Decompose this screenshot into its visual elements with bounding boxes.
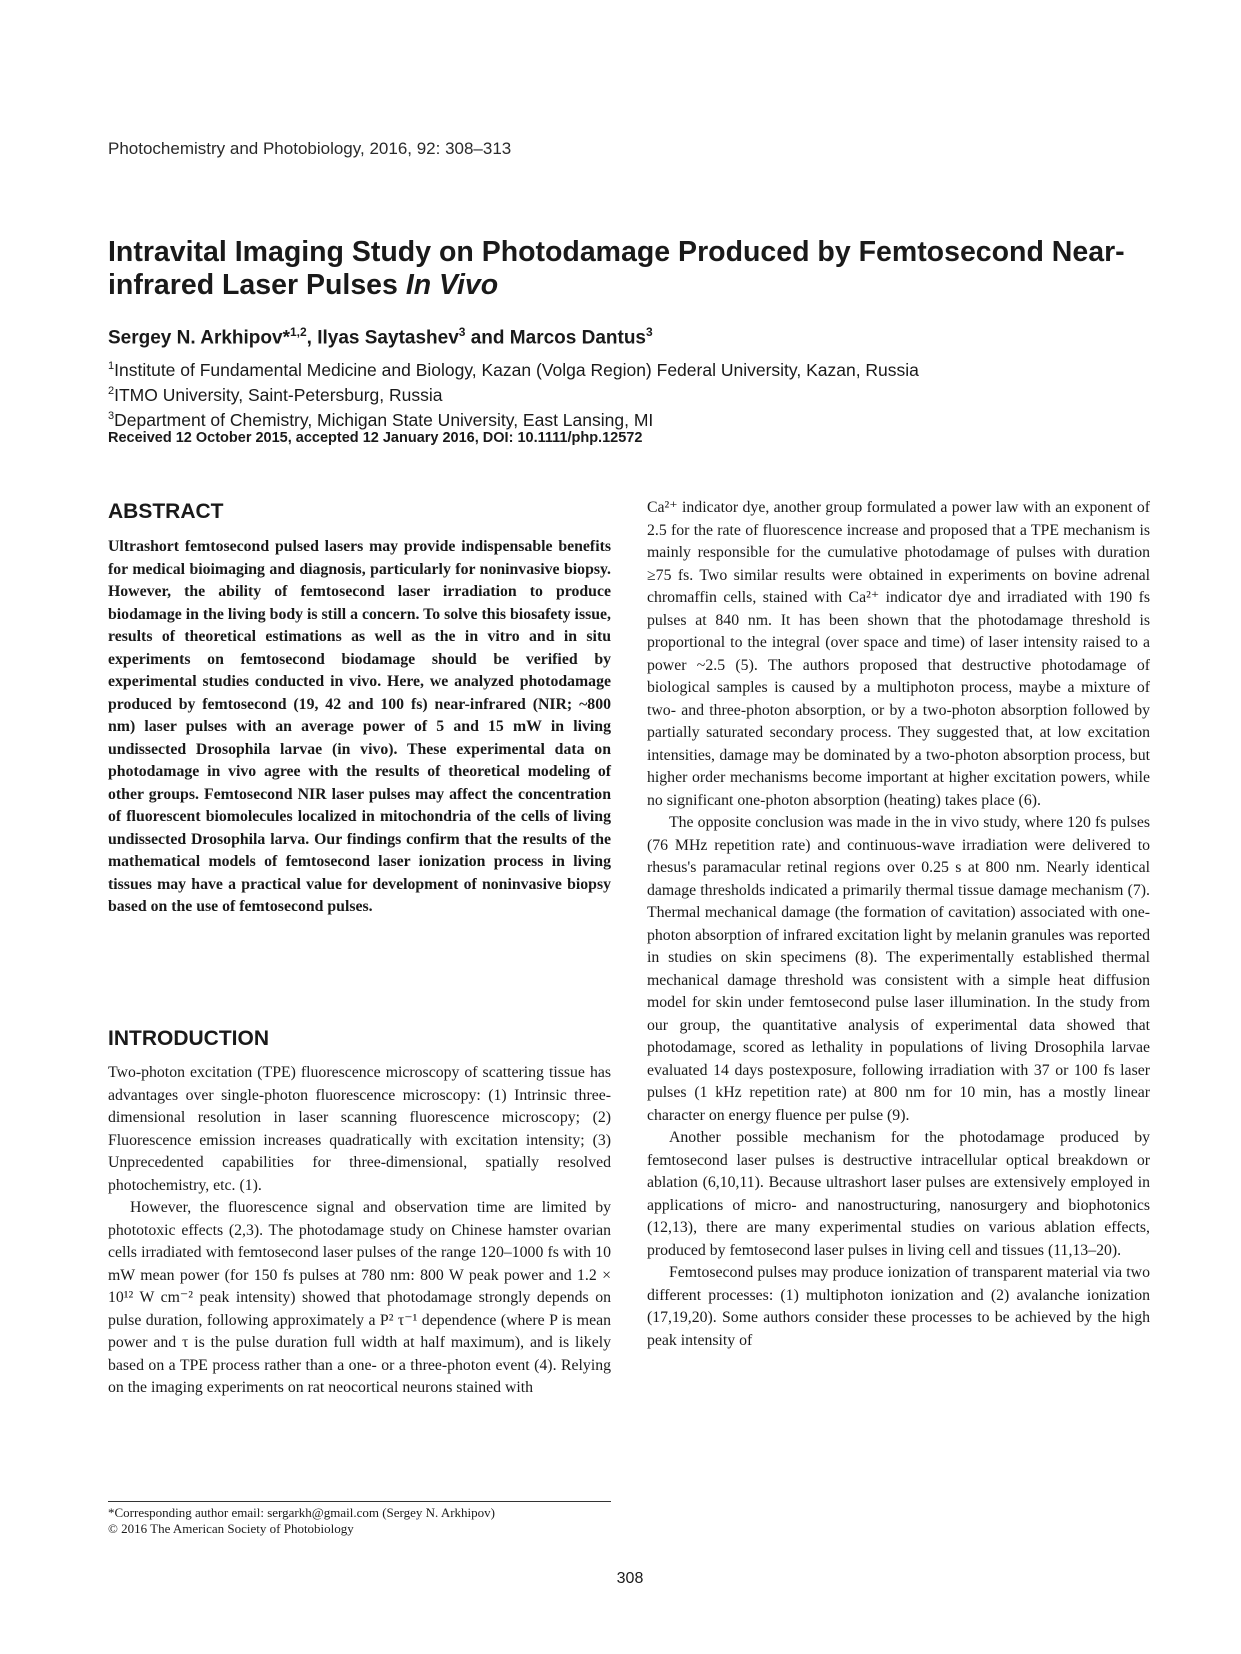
affiliation-text: Institute of Fundamental Medicine and Biology, Kazan (Volga Region) Federal University, Kazan, Russia [114, 359, 919, 380]
title-italic: In Vivo [405, 269, 499, 301]
abstract-heading: ABSTRACT [108, 500, 224, 523]
author-separator: , [306, 327, 318, 349]
affiliation-mark: 3 [108, 409, 115, 422]
author-list [108, 325, 653, 349]
body-paragraph-2: The opposite conclusion was made in the in vivo study, where 120 fs pulses (76 MHz repetition rate) and continuous-wave irradiation were delivered to rhesus's paramacular retinal regions over 0.25 s at 800 nm. Nearly identical damage thresholds indicated a primarily thermal tissue damage mechanism (7). Thermal mechanical damage (the formation of cavitation) associated with one-photon absorption of infrared excitation light by melanin granules was reported in studies on skin specimens (8). The experimentally established thermal mechanical damage threshold was consistent with a simple heat diffusion model for skin under femtosecond pulse laser illumination. In the study from our group, the quantitative analysis of experimental data showed that photodamage, scored as lethality in populations of living Drosophila larvae evaluated 14 days postexposure, following irradiation with 37 or 100 fs laser pulses (1 kHz repetition rate) at 800 nm for 10 min, has a mostly linear character on energy fluence per pulse (9). [647, 814, 1150, 1124]
page-number: 308 [616, 1570, 644, 1587]
introduction-heading: INTRODUCTION [108, 1027, 269, 1050]
author-name: Ilyas Saytashev [317, 327, 459, 349]
corresponding-author-note: *Corresponding author email: sergarkh@gmail.com (Sergey N. Arkhipov) [108, 1505, 495, 1520]
affiliation-mark: 2 [108, 384, 115, 397]
affiliation-line [108, 406, 919, 431]
title-main: Intravital Imaging Study on Photodamage Produced by Femtosecond Near-infrared Laser Pulses [108, 236, 1125, 301]
affiliations [108, 356, 919, 430]
author-affil-mark: 3 [646, 325, 653, 339]
body-paragraph-1: Ca²⁺ indicator dye, another group formulated a power law with an exponent of 2.5 for the rate of fluorescence increase and proposed that a TPE mechanism is mainly responsible for the cumulative photodamage of pulses with duration ≥75 fs. Two similar results were obtained in experiments on bovine adrenal chromaffin cells, stained with Ca²⁺ indicator dye and irradiated with 190 fs pulses at 840 nm. It has been shown that the photodamage threshold is proportional to the integral (over space and time) of laser intensity raised to a power ~2.5 (5). The authors proposed that destructive photodamage of biological samples is caused by a multiphoton process, maybe a mixture of two- and three-photon absorption, or by a two-photon absorption followed by partially saturated secondary process. They suggested that, at low excitation intensities, damage may be dominated by a two-photon absorption process, but higher order mechanisms become important at higher excitation powers, while no significant one-photon absorption (heating) takes place (6). [647, 499, 1150, 809]
affiliation-line [108, 356, 919, 381]
affiliation-mark: 1 [108, 360, 115, 372]
author-separator: and [465, 327, 510, 349]
journal-citation: Photochemistry and Photobiology, 2016, 92: 308–313 [108, 139, 512, 158]
author-affil-mark: 1,2 [289, 325, 307, 339]
intro-paragraph-1: Two-photon excitation (TPE) fluorescence microscopy of scattering tissue has advantages over single-photon fluorescence microscopy: (1) Intrinsic three-dimensional resolution in laser scanning fluorescence microscopy; (2) Fluorescence emission increases quadratically with excitation intensity; (3) Unprecedented capabilities for three-dimensional, spatially resolved photochemistry, etc. (1). [108, 1064, 611, 1194]
author-name: Marcos Dantus [509, 327, 646, 349]
copyright-note: © 2016 The American Society of Photobiology [108, 1521, 354, 1536]
abstract-paragraph: Ultrashort femtosecond pulsed lasers may provide indispensable benefits for medical bioimaging and diagnosis, particularly for noninvasive biopsy. However, the ability of femtosecond laser irradiation to produce biodamage in the living body is still a concern. To solve this biosafety issue, results of theoretical estimations as well as the in vitro and in situ experiments on femtosecond biodamage should be verified by experimental studies conducted in vivo. Here, we analyzed photodamage produced by femtosecond (19, 42 and 100 fs) near-infrared (NIR; ~800 nm) laser pulses with an average power of 5 and 15 mW in living undissected Drosophila larvae (in vivo). These experimental data on photodamage in vivo agree with the results of theoretical modeling of other groups. Femtosecond NIR laser pulses may affect the concentration of fluorescent biomolecules localized in mitochondria of the cells of living undissected Drosophila larva. Our findings confirm that the results of the mathematical models of femtosecond laser ionization process in living tissues may have a practical value for development of noninvasive biopsy based on the use of femtosecond pulses. [108, 538, 611, 915]
author-affil-mark: 3 [458, 325, 466, 339]
body-paragraph-4: Femtosecond pulses may produce ionization of transparent material via two different processes: (1) multiphoton ionization and (2) avalanche ionization (17,19,20). Some authors consider these processes to be achieved by the high peak intensity of [647, 1264, 1150, 1349]
affiliation-text: Department of Chemistry, Michigan State University, East Lansing, MI [114, 409, 654, 430]
article-title [108, 236, 1148, 302]
introduction-text [108, 1062, 611, 1400]
footnote [108, 1505, 495, 1537]
abstract-text [108, 536, 611, 919]
affiliation-line [108, 381, 919, 406]
received-dates-doi: Received 12 October 2015, accepted 12 January 2016, DOI: 10.1111/php.12572 [108, 430, 643, 446]
author-name: Sergey N. Arkhipov* [108, 327, 290, 349]
body-paragraph-3: Another possible mechanism for the photodamage produced by femtosecond laser pulses is destructive intracellular optical breakdown or ablation (6,10,11). Because ultrashort laser pulses are extensively employed in applications of micro- and nanostructuring, nanosurgery and biophotonics (12,13), there are many experimental studies on various ablation effects, produced by femtosecond laser pulses in living cell and tissues (11,13–20). [647, 1129, 1150, 1259]
affiliation-text: ITMO University, Saint-Petersburg, Russia [114, 384, 443, 405]
intro-paragraph-2: However, the fluorescence signal and observation time are limited by phototoxic effects (2,3). The photodamage study on Chinese hamster ovarian cells irradiated with femtosecond laser pulses of the range 120–1000 fs with 10 mW mean power (for 150 fs pulses at 780 nm: 800 W peak power and 1.2 × 10¹² W cm⁻² peak intensity) showed that photodamage strongly depends on pulse duration, following approximately a P² τ⁻¹ dependence (where P is mean power and τ is the pulse duration full width at half maximum), and is likely based on a TPE process rather than a one- or a three-photon event (4). Relying on the imaging experiments on rat neocortical neurons stained with [108, 1199, 611, 1396]
right-column-text [647, 497, 1150, 1352]
footnote-divider [108, 1501, 611, 1502]
